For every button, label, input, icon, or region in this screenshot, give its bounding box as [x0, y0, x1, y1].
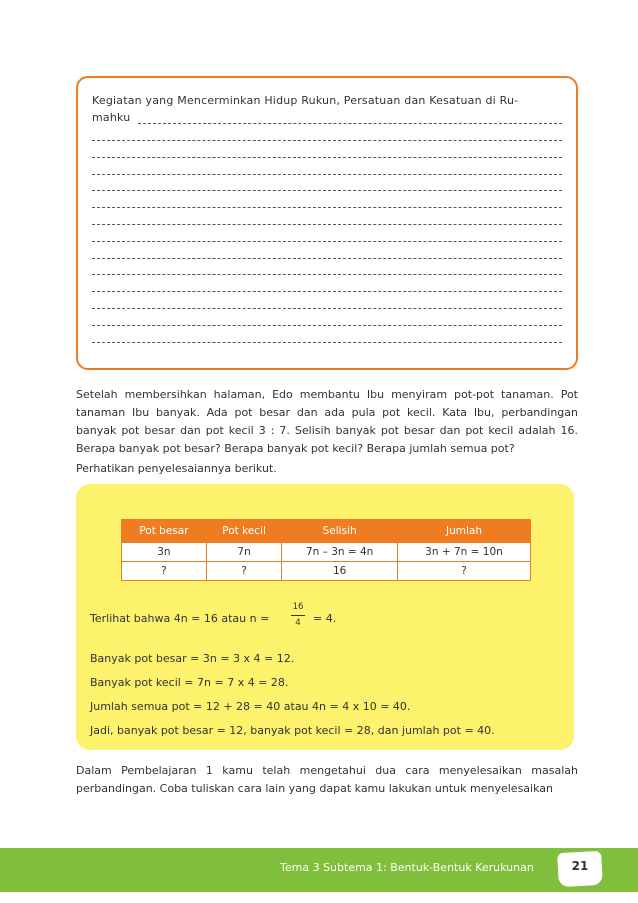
writing-line[interactable]	[92, 224, 562, 225]
table-row	[122, 543, 531, 562]
table-row	[122, 562, 531, 581]
activity-writing-box	[76, 76, 578, 370]
header-selisih: Selisih	[282, 520, 398, 543]
writing-line[interactable]	[92, 325, 562, 326]
table-cell: ?	[397, 562, 530, 581]
table-cell: 16	[282, 562, 398, 581]
footer-label: Tema 3 Subtema 1: Bentuk-Bentuk Kerukunan	[280, 861, 534, 874]
solution-line-3: Banyak pot kecil = 7n = 7 x 4 = 28.	[90, 676, 289, 689]
instruction-text: Perhatikan penyelesaiannya berikut.	[76, 462, 277, 475]
table-cell: 3n	[122, 543, 207, 562]
solution-line-5: Jadi, banyak pot besar = 12, banyak pot kecil = 28, dan jumlah pot = 40.	[90, 724, 495, 737]
writing-line[interactable]	[92, 207, 562, 208]
fraction-numerator: 16	[292, 602, 304, 612]
closing-text: Dalam Pembelajaran 1 kamu telah mengetahui dua cara menyelesaikan masalah perbandingan. Coba tuliskan cara lain yang dapat kamu lakukan untuk menyelesaikan	[76, 764, 578, 795]
writing-line[interactable]	[92, 291, 562, 292]
fraction-bar	[291, 615, 305, 616]
writing-line[interactable]	[92, 241, 562, 242]
fraction-denominator: 4	[295, 618, 301, 628]
activity-heading	[92, 92, 562, 126]
fraction	[291, 602, 305, 629]
table-header-row	[122, 520, 531, 543]
table-cell: 7n – 3n = 4n	[282, 543, 398, 562]
table-cell: ?	[206, 562, 281, 581]
writing-line[interactable]	[92, 258, 562, 259]
problem-text: Setelah membersihkan halaman, Edo membantu Ibu menyiram pot-pot tanaman. Pot tanaman Ibu banyak. Ada pot besar dan ada pula pot kecil. Kata Ibu, perbandingan banyak pot besar dan pot kecil 3 : 7. Selisih banyak pot besar dan pot kecil adalah 16. Berapa banyak pot besar? Berapa banyak pot kecil? Berapa jumlah semua pot?	[76, 388, 578, 455]
solution-box	[76, 484, 574, 750]
writing-line[interactable]	[92, 190, 562, 191]
writing-line[interactable]	[92, 174, 562, 175]
activity-heading-line1: Kegiatan yang Mencerminkan Hidup Rukun, Persatuan dan Kesatuan di Ru-	[92, 94, 519, 107]
writing-line[interactable]	[92, 274, 562, 275]
header-pot-kecil: Pot kecil	[206, 520, 281, 543]
header-jumlah: Jumlah	[397, 520, 530, 543]
writing-line[interactable]	[138, 123, 562, 124]
table-cell: 7n	[206, 543, 281, 562]
header-pot-besar: Pot besar	[122, 520, 207, 543]
solution-line-2: Banyak pot besar = 3n = 3 x 4 = 12.	[90, 652, 295, 665]
writing-line[interactable]	[92, 308, 562, 309]
solution-line-4: Jumlah semua pot = 12 + 28 = 40 atau 4n = 4 x 10 = 40.	[90, 700, 411, 713]
table-cell: ?	[122, 562, 207, 581]
table-cell: 3n + 7n = 10n	[397, 543, 530, 562]
writing-line[interactable]	[92, 157, 562, 158]
solution-line-1-suffix: = 4.	[313, 612, 337, 625]
writing-line[interactable]	[92, 342, 562, 343]
solution-line-1-prefix: Terlihat bahwa 4n = 16 atau n =	[90, 612, 270, 625]
writing-line[interactable]	[92, 140, 562, 141]
page-number: 21	[571, 859, 589, 873]
activity-heading-line2: mahku	[92, 111, 131, 124]
ratio-table	[121, 519, 531, 581]
